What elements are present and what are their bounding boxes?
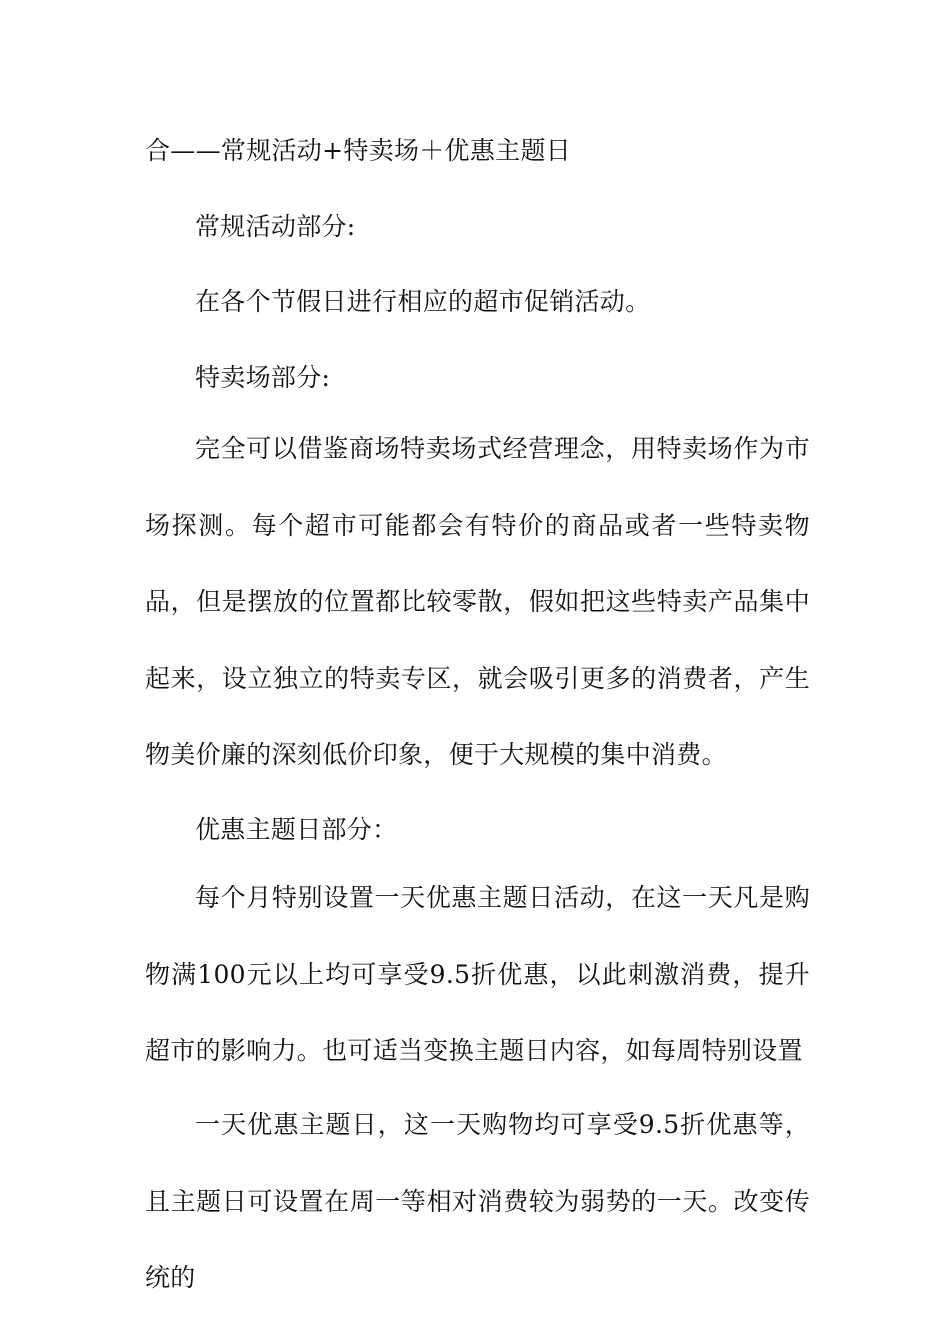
body-paragraph: 一天优惠主题日，这一天购物均可享受9.5折优惠等，且主题日可设置在周一等相对消费较为弱势的一天。改变传统的	[145, 1110, 810, 1292]
body-paragraph: 在各个节假日进行相应的超市促销活动。	[195, 287, 651, 316]
section-label-regular-activities: 常规活动部分:	[195, 212, 356, 241]
section-label-discount-day: 优惠主题日部分：	[195, 815, 398, 844]
heading-paragraph: 合——常规活动+特卖场＋优惠主题日	[145, 136, 572, 165]
body-paragraph: 完全可以借鉴商场特卖场式经营理念，用特卖场作为市场探测。每个超市可能都会有特价的商品或者一些特卖物品，但是摆放的位置都比较零散，假如把这些特卖产品集中起来，设立独立的特卖专区，就会吸引更多的消费者，产生物美价廉的深刻低价印象，便于大规模的集中消费。	[145, 434, 810, 769]
section-label-special-sale: 特卖场部分:	[195, 363, 331, 392]
body-paragraph: 每个月特别设置一天优惠主题日活动，在这一天凡是购物满100元以上均可享受9.5折优惠，以此刺激消费，提升超市的影响力。也可适当变换主题日内容，如每周特别设置	[145, 883, 810, 1065]
